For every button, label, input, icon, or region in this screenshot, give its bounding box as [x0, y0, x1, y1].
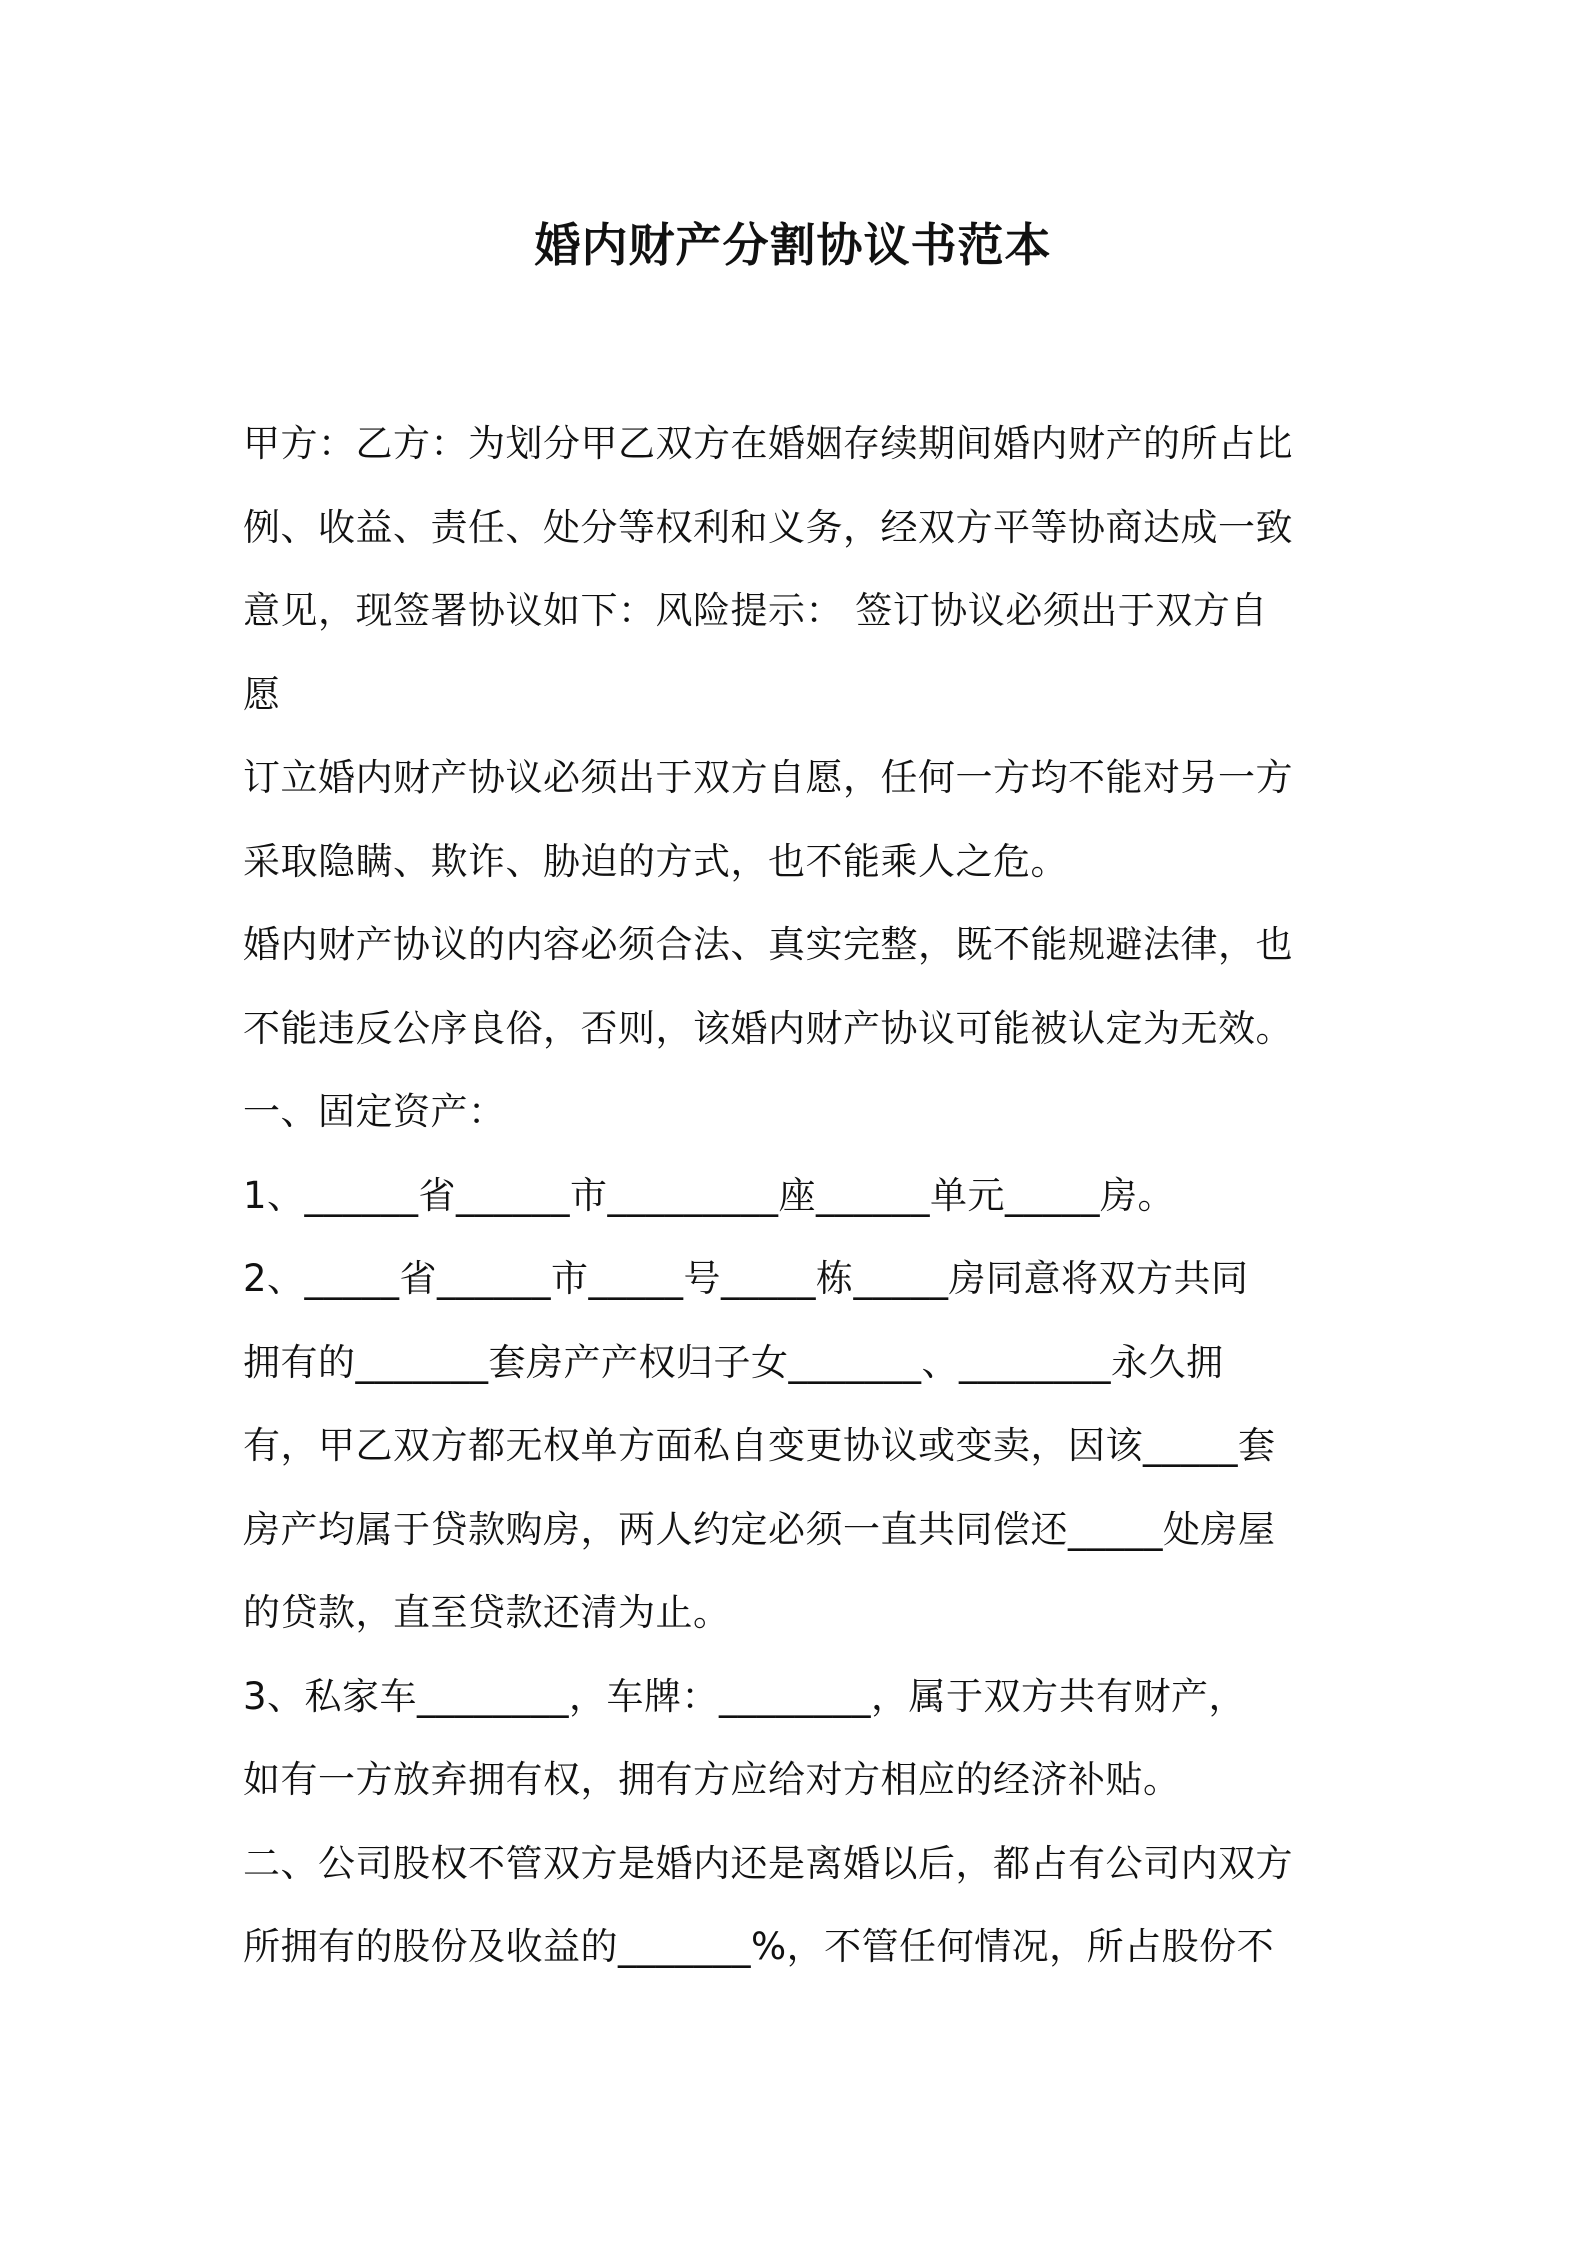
- body-line: 3、私家车________，车牌：________，属于双方共有财产，: [243, 1674, 1247, 1718]
- body-line: 房产均属于贷款购房，两人约定必须一直共同偿还_____处房屋: [243, 1507, 1276, 1551]
- body-line: 不能违反公序良俗，否则，该婚内财产协议可能被认定为无效。: [243, 1006, 1293, 1050]
- body-line: 如有一方放弃拥有权，拥有方应给对方相应的经济补贴。: [243, 1758, 1181, 1801]
- body-line: 有，甲乙双方都无权单方面私自变更协议或变卖，因该_____套: [243, 1424, 1276, 1467]
- body-line: 例、收益、责任、处分等权利和义务，经双方平等协商达成一致: [243, 505, 1293, 549]
- section-heading: 一、固定资产：: [243, 1090, 506, 1133]
- body-line: 的贷款，直至贷款还清为止。: [243, 1591, 731, 1634]
- body-line: 2、_____省______市_____号_____栋_____房同意将双方共同: [243, 1257, 1249, 1300]
- body-line: 意见，现签署协议如下：风险提示： 签订协议必须出于双方自: [243, 589, 1268, 632]
- body-line: 1、______省______市_________座______单元_____房。: [243, 1173, 1176, 1217]
- body-line: 甲方：乙方：为划分甲乙双方在婚姻存续期间婚内财产的所占比: [243, 422, 1293, 465]
- body-line: 拥有的_______套房产产权归子女_______、________永久拥: [243, 1340, 1224, 1384]
- body-line: 订立婚内财产协议必须出于双方自愿，任何一方均不能对另一方: [243, 756, 1293, 799]
- document-body: [243, 402, 1363, 1989]
- document-title: 婚内财产分割协议书范本: [534, 218, 1052, 272]
- body-line: 愿: [243, 672, 281, 716]
- body-line: 所拥有的股份及收益的_______%，不管任何情况，所占股份不: [243, 1925, 1275, 1968]
- body-line: 采取隐瞒、欺诈、胁迫的方式，也不能乘人之危。: [243, 839, 1068, 883]
- section-heading: 二、公司股权不管双方是婚内还是离婚以后，都占有公司内双方: [243, 1841, 1293, 1885]
- body-line: 婚内财产协议的内容必须合法、真实完整，既不能规避法律，也: [243, 923, 1293, 966]
